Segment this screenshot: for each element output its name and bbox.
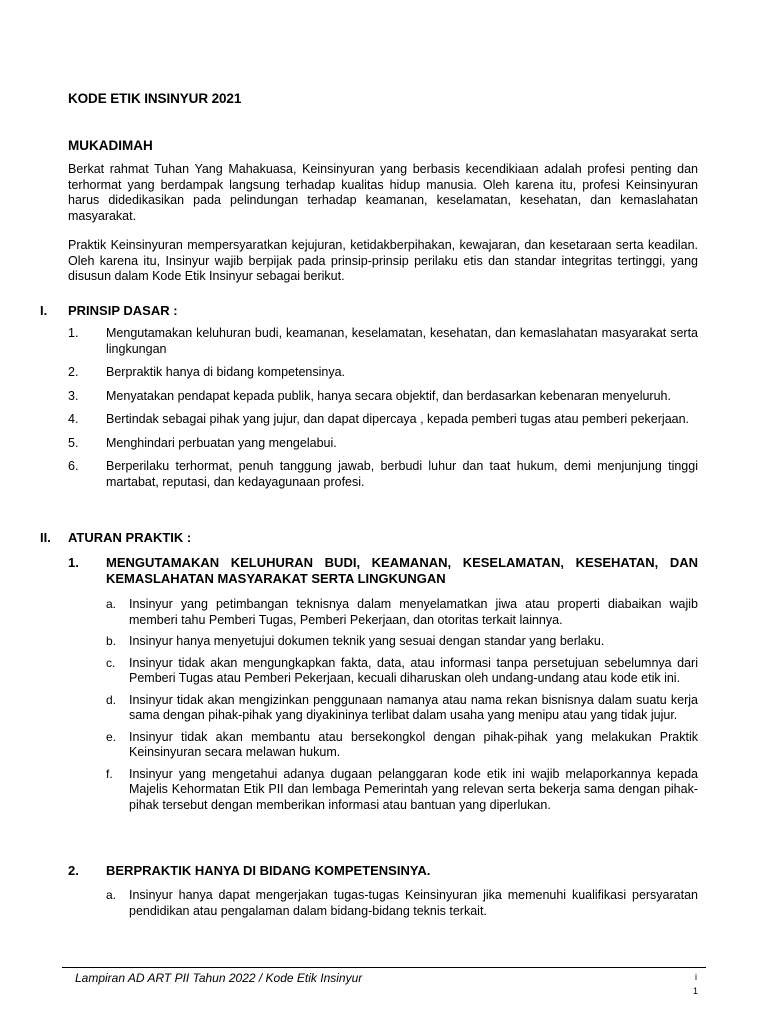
footer-text: Lampiran AD ART PII Tahun 2022 / Kode Etik Insinyur xyxy=(75,971,363,985)
rule-2-list xyxy=(106,888,698,925)
section-heading-aturan-praktik xyxy=(40,530,191,546)
item-letter: a. xyxy=(106,597,117,611)
list-item xyxy=(106,693,698,724)
section-number: II. xyxy=(40,530,51,545)
list-item xyxy=(68,326,698,357)
item-number: 1. xyxy=(68,326,79,340)
rule-heading-1 xyxy=(68,555,698,587)
rule-number: 2. xyxy=(68,863,79,878)
section-title: PRINSIP DASAR : xyxy=(68,303,178,318)
prinsip-dasar-list xyxy=(68,326,698,498)
section-title: ATURAN PRAKTIK : xyxy=(68,530,192,545)
list-item xyxy=(106,767,698,814)
document-title: KODE ETIK INSINYUR 2021 xyxy=(68,91,242,106)
item-number: 2. xyxy=(68,365,79,379)
section-number: I. xyxy=(40,303,48,318)
item-letter: e. xyxy=(106,729,117,744)
list-item xyxy=(68,365,698,381)
item-number: 5. xyxy=(68,435,79,450)
item-text: Berpraktik hanya di bidang kompetensinya. xyxy=(106,365,346,379)
mukadimah-heading: MUKADIMAH xyxy=(68,138,153,153)
item-letter: d. xyxy=(106,692,117,707)
rule-title: BERPRAKTIK HANYA DI BIDANG KOMPETENSINYA. xyxy=(106,863,431,878)
item-text: Insinyur tidak akan membantu atau bersekongkol dengan pihak-pihak yang melakukan Praktik Keinsinyuran secara melawan hukum. xyxy=(129,729,698,759)
item-number: 6. xyxy=(68,459,79,473)
list-item xyxy=(68,412,698,428)
item-text: Menghindari perbuatan yang mengelabui. xyxy=(106,435,337,450)
item-number: 4. xyxy=(68,412,79,426)
item-text: Insinyur tidak akan mengizinkan penggunaan namanya atau nama rekan bisnisnya dalam suatu kerja sama dengan pihak-pihak yang diyakininya terlibat dalam usaha yang menipu atau yang tidak jujur. xyxy=(129,692,698,722)
list-item xyxy=(68,436,698,452)
rule-1-list xyxy=(106,597,698,819)
list-item xyxy=(68,459,698,490)
item-text: Menyatakan pendapat kepada publik, hanya secara objektif, dan berdasarkan kebenaran menyeluruh. xyxy=(106,388,671,403)
item-text: Insinyur yang mengetahui adanya dugaan pelanggaran kode etik ini wajib melaporkannya kepada Majelis Kehormatan Etik PII dan lembaga Pemerintah yang relevan serta bekerja sama dengan pihak-pihak tersebut dengan memberikan informasi atau bantuan yang diperlukan. xyxy=(129,766,698,812)
mukadimah-paragraph-1: Berkat rahmat Tuhan Yang Mahakuasa, Keinsinyuran yang berbasis kecendikiaan adalah profesi penting dan terhormat yang berdampak langsung terhadap kualitas hidup manusia. Oleh karena itu, profesi Keinsinyuran harus didedikasikan pada pelindungan terhadap keamanan, keselamatan, kesehatan, dan kemaslahatan masyarakat. xyxy=(68,162,698,223)
rule-title: MENGUTAMAKAN KELUHURAN BUDI, KEAMANAN, KESELAMATAN, KESEHATAN, DAN KEMASLAHATAN MASYARAKAT SERTA LINGKUNGAN xyxy=(106,555,698,586)
item-letter: c. xyxy=(106,655,116,670)
item-letter: f. xyxy=(106,766,113,781)
item-text: Berperilaku terhormat, penuh tanggung jawab, berbudi luhur dan taat hukum, demi menjunjung tinggi martabat, reputasi, dan kedayagunaan profesi. xyxy=(106,459,698,489)
item-text: Insinyur hanya menyetujui dokumen teknik yang sesuai dengan standar yang berlaku. xyxy=(129,634,605,648)
list-item xyxy=(106,730,698,761)
item-text: Insinyur hanya dapat mengerjakan tugas-tugas Keinsinyuran jika memenuhi kualifikasi persyaratan pendidikan atau pengalaman dalam bidang-bidang teknis terkait. xyxy=(129,888,698,918)
rule-heading-2 xyxy=(68,863,698,879)
list-item xyxy=(106,634,698,650)
item-number: 3. xyxy=(68,388,79,403)
item-text: Insinyur yang petimbangan teknisnya dalam menyelamatkan jiwa atau properti diabaikan wajib memberi tahu Pemberi Tugas, Pemberi Pekerjaan, dan otoritas terkait lainnya. xyxy=(129,597,698,627)
list-item xyxy=(106,597,698,628)
item-text: Mengutamakan keluhuran budi, keamanan, keselamatan, kesehatan, dan kemaslahatan masyarakat serta lingkungan xyxy=(106,326,698,356)
item-letter: b. xyxy=(106,634,117,648)
item-letter: a. xyxy=(106,888,117,902)
page-mark: i xyxy=(695,972,697,982)
rule-number: 1. xyxy=(68,555,79,570)
list-item xyxy=(106,888,698,919)
list-item xyxy=(106,656,698,687)
list-item xyxy=(68,389,698,405)
item-text: Bertindak sebagai pihak yang jujur, dan dapat dipercaya , kepada pemberi tugas atau pemberi pekerjaan. xyxy=(106,412,690,426)
section-heading-prinsip-dasar xyxy=(40,303,178,319)
footer-divider xyxy=(62,967,706,968)
mukadimah-paragraph-2: Praktik Keinsinyuran mempersyaratkan kejujuran, ketidakberpihakan, kewajaran, dan kesetaraan serta keadilan. Oleh karena itu, Insinyur wajib berpijak pada prinsip-prinsip perilaku etis dan standar integritas tertinggi, yang disusun dalam Kode Etik Insinyur sebagai berikut. xyxy=(68,238,698,283)
item-text: Insinyur tidak akan mengungkapkan fakta, data, atau informasi tanpa persetujuan sebelumnya dari Pemberi Tugas atau Pemberi Pekerjaan, kecuali diharuskan oleh undang-undang atau kode etik ini. xyxy=(129,655,698,685)
page-number: 1 xyxy=(693,986,699,996)
